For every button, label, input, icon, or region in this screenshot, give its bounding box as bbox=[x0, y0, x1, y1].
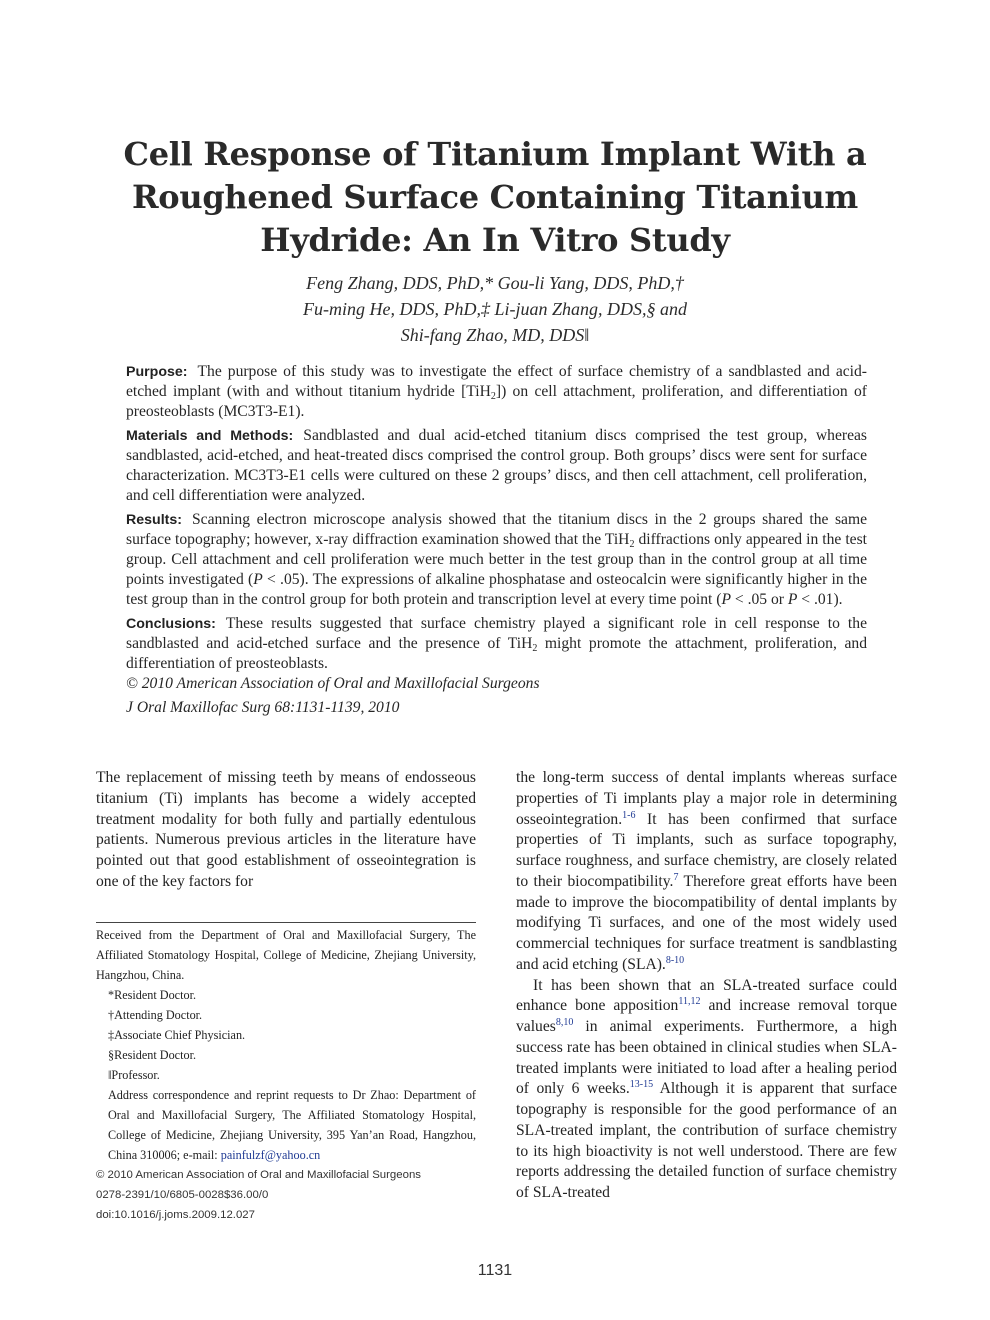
email-link[interactable]: painfulzf@yahoo.cn bbox=[220, 1148, 321, 1162]
author-line: Feng Zhang, DDS, PhD,* Gou-li Yang, DDS, PhD,† bbox=[306, 273, 684, 293]
footnote-item: *Resident Doctor. bbox=[108, 988, 197, 1002]
footnote-received: Received from the Department of Oral and Maxillofacial Surgery, The Affiliated Stomatology Hospital, College of Medicine, Zhejiang University, Hangzhou, China. bbox=[96, 928, 476, 982]
footnote-item: §Resident Doctor. bbox=[108, 1048, 197, 1062]
author-line: Fu-ming He, DDS, PhD,‡ Li-juan Zhang, DDS,§ and bbox=[303, 299, 687, 319]
reference-link[interactable]: 8,10 bbox=[555, 1017, 574, 1028]
section-label: Materials and Methods: bbox=[126, 428, 294, 444]
journal-citation: J Oral Maxillofac Surg 68:1131-1139, 2010 bbox=[126, 699, 400, 716]
body-paragraph: It has been shown that an SLA-treated surface could enhance bone apposition$^{11,12}$ and increase removal torque values$^{8,10}$ in animal experiments. Furthermore, a high success rate has been obtained in clinical studies when SLA-treated implants were initiated to load after a healing period of only 6 weeks.$^{13-15}$ Although it is apparent that surface topography is responsible for the good performance of an SLA-treated implant, the contribution of surface chemistry to its high bioactivity is not well understood. There are few reports addressing the detailed function of surface chemistry of SLA-treated bbox=[516, 976, 897, 1201]
footnote-divider bbox=[96, 922, 476, 923]
abstract-purpose: Purpose: The purpose of this study was to investigate the effect of surface chemistry of a sandblasted and acid-etched implant (with and without titanium hydride [TiH$_2$]) on cell attachment, proliferation, and differentiation of preosteoblasts (MC3T3-E1). bbox=[126, 363, 867, 420]
reference-link[interactable]: 7 bbox=[673, 871, 679, 883]
body-paragraph: the long-term success of dental implants whereas surface properties of Ti implants play a major role in determining osseointegration.$^{1-6}$ It has been confirmed that surface properties of Ti implants, such as surface topography, surface roughness, and surface chemistry, are closely related to their biocompatibility.$^7$ Therefore great efforts have been made to improve the biocompatibility of dental implants by modifying Ti surfaces, and one of the most widely used commercial techniques for surface treatment is sandblasting and acid etching (SLA).$^{8-10}$ bbox=[516, 769, 898, 973]
abstract-methods: Materials and Methods: Sandblasted and dual acid-etched titanium discs comprised the test group, whereas sandblasted, acid-etched, and heat-treated discs comprised the control group. Both groups’ discs were sent for surface characterization. MC3T3-E1 cells were cultured on these 2 groups’ discs, and then cell attachment, cell proliferation, and cell differentiation were analyzed. bbox=[126, 427, 867, 504]
reference-link[interactable]: 11,12 bbox=[678, 996, 701, 1008]
footnote-doi[interactable]: doi:10.1016/j.joms.2009.12.027 bbox=[96, 1209, 255, 1221]
body-column-right bbox=[516, 768, 897, 1204]
section-label: Results: bbox=[126, 512, 182, 528]
abstract bbox=[126, 362, 867, 722]
section-label: Conclusions: bbox=[126, 616, 216, 632]
reference-link[interactable]: 8-10 bbox=[665, 954, 685, 966]
footnote-item: †Attending Doctor. bbox=[108, 1008, 203, 1022]
footnote-item: ‡Associate Chief Physician. bbox=[108, 1028, 246, 1042]
footnotes bbox=[96, 925, 476, 1225]
footnote-address: Address correspondence and reprint requests to Dr Zhao: Department of Oral and Maxillofacial Surgery, The Affiliated Stomatology Hospital, College of Medicine, Zhejiang University, 395 Yan’an Road, Hangzhou, China 310006; e-mail: painfulzf@yahoo.cn bbox=[108, 1088, 476, 1162]
body-paragraph: The replacement of missing teeth by means of endosseous titanium (Ti) implants has become a widely accepted treatment modality for both fully and partially edentulous patients. Numerous previous articles in the literature have pointed out that good establishment of osseointegration is one of the key factors for bbox=[96, 769, 476, 890]
body-column-left bbox=[96, 768, 476, 893]
footnote-issn: 0278-2391/10/6805-0028$36.00/0 bbox=[96, 1189, 269, 1201]
reference-link[interactable]: 13-15 bbox=[629, 1079, 654, 1091]
footnote-item: ‖Professor. bbox=[108, 1068, 160, 1082]
author-line: Shi-fang Zhao, MD, DDS‖ bbox=[400, 325, 590, 345]
section-label: Purpose: bbox=[126, 364, 188, 380]
abstract-results: Results: Scanning electron microscope analysis showed that the titanium discs in the 2 groups shared the same surface topography; however, x-ray diffraction examination showed that the TiH$_2$ diffractions only appeared in the test group. Cell attachment and cell proliferation were much better in the test group than in the control group at all time points investigated (P < .05). The expressions of alkaline phosphatase and osteocalcin were significantly higher in the test group than in the control group for both protein and transcription level at every time point (P < .05 or P < .01). bbox=[126, 511, 868, 608]
footnote-copyright: © 2010 American Association of Oral and Maxillofacial Surgeons bbox=[96, 1169, 421, 1181]
author-list bbox=[200, 270, 790, 348]
article-title: Cell Response of Titanium Implant With a Roughened Surface Containing Titanium Hydride: An In Vitro Study bbox=[123, 135, 867, 260]
page-number: 1131 bbox=[477, 1262, 513, 1279]
abstract-conclusions: Conclusions: These results suggested that surface chemistry played a significant role in cell response to the sandblasted and acid-etched surface and the presence of TiH$_2$ might promote the attachment, proliferation, and differentiation of preosteoblasts. bbox=[126, 615, 867, 672]
reference-link[interactable]: 1-6 bbox=[622, 809, 636, 821]
abstract-copyright: © 2010 American Association of Oral and Maxillofacial Surgeons bbox=[126, 675, 540, 692]
